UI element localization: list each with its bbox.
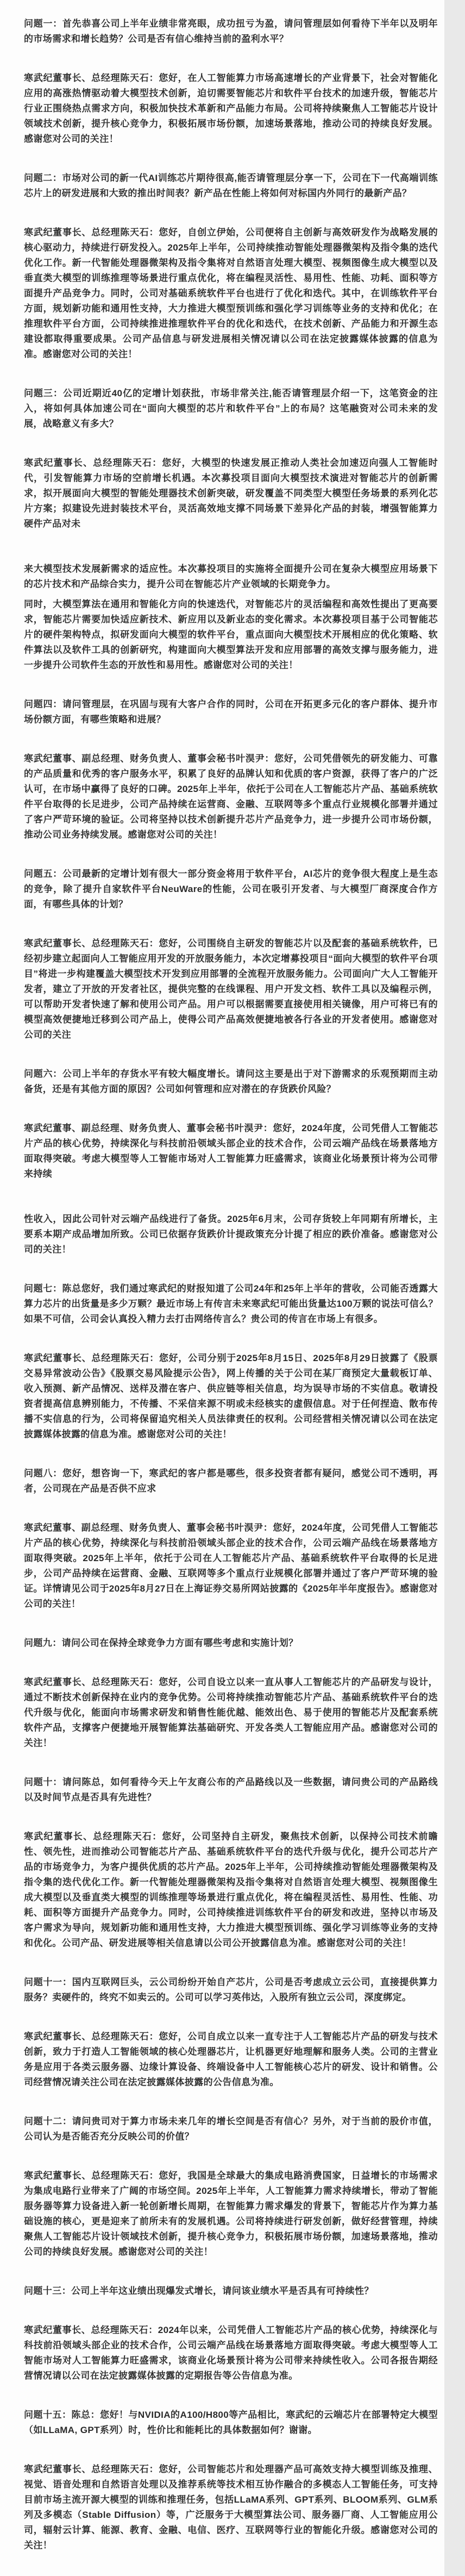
answer-text: 您好，公司智能芯片和处理器产品可高效支持大模型训练及推理、视觉、语音处理和自然语言处理以及推荐系统等技术相互协作融合的多模态人工智能任务，可支持目前市场主流开源大模型的训练和推理任务，包括LLaMA系列、GPT系列、BLOOM系列、GLM系列及多模态（Stable Diffusion）等，广泛服务于大模型算法公司、服务器厂商、人工智能应用公司，辐射云计算、能源、教育、金融、电信、医疗、互联网等行业的智能化升级。感谢您对公司的关注！	[24, 2464, 438, 2550]
answer-text: 您好，公司自成立以来一直专注于人工智能芯片产品的研发与技术创新，致力于打造人工智能领域的核心处理器芯片，让机器更好地理解和服务人类。公司的主营业务是应用于各类云服务器、边缘计算设备、终端设备中人工智能核心芯片的研发、设计和销售。公司经营情况请关注公司在法定披露媒体披露的公告信息为准。	[24, 2031, 438, 2087]
qa-question	[24, 1066, 438, 1097]
question-text: 您好，想咨询一下，寒武纪的客户都是哪些，很多投资者都有疑问，感觉公司不透明，再者，公司现在产品是否供不应求	[24, 1468, 438, 1494]
question-label: 问题十五：	[24, 2410, 72, 2420]
answer-text: 同时，大模型算法在通用和智能化方向的快速迭代，对智能芯片的灵活编程和高效性提出了更高要求，智能芯片需要加快适应新技术、新应用以及新业态的变化需求。本次募投项目基于公司智能芯片的硬件架构特点，拟研发面向大模型的软件平台，重点面向大模型技术开展相应的优化策略、软件算法以及软件工具的创新研究，构建面向大模型算法开发和应用部署的高效支撑与服务能力，进一步提升公司软件生态的开放性和易用性。感谢您对公司的关注！	[24, 599, 438, 670]
question-text: 公司最新的定增计划有很大一部分资金将用于软件平台，AI芯片的竞争很大程度上是生态的竞争，除了提升自家软件平台NeuWare的性能，公司在吸引开发者、与大模型厂商深度合作方面，有哪些具体的计划？	[24, 869, 438, 909]
qa-answer-continued	[24, 1212, 438, 1257]
question-text: 首先恭喜公司上半年业绩非常亮眼，成功扭亏为盈，请问管理层如何看待下半年以及明年的市场需求和增长趋势？公司是否有信心维持当前的盈利水平？	[24, 18, 438, 44]
qa-answer	[24, 225, 438, 362]
answer-speaker: 寒武纪董事长、总经理陈天石：	[24, 2170, 159, 2181]
question-text: 公司近期近40亿的定增计划获批，市场非常关注,能否请管理层介绍一下，这笔资金的注入，将如何具体加速公司在“面向大模型的芯片和软件平台”上的布局？这笔融资对公司未来的发展，战略意义有多大？	[24, 388, 438, 429]
answer-speaker: 寒武纪董事长、总经理陈天石：	[24, 227, 159, 238]
qa-question	[24, 697, 438, 727]
answer-text: 您好，2024年度，公司凭借人工智能芯片产品的核心优势，持续深化与科技前沿领域头部企业的技术合作，公司云端产品线在场景落地方面取得突破。考虑大模型等人工智能市场对人工智能算力旺盛需求，该商业化场景预计将为公司带来持续	[24, 1123, 438, 1179]
answer-text: 您好，2024年度，公司凭借人工智能芯片产品的核心优势，持续深化与科技前沿领域头部企业的技术合作，公司云端产品线在场景落地方面取得突破。2025年上半年，依托于公司在人工智能芯片产品、基础系统软件平台取得的长足进步，公司产品持续在运营商、金融、互联网等多个重点行业规模化部署并通过了客户严苛环境的验证。详情请见公司于2025年8月27日在上海证券交易所网站披露的《2025年半年度报告》。感谢您对公司的关注！	[24, 1523, 438, 1609]
answer-speaker: 寒武纪董事、副总经理、财务负责人、董事会秘书叶淏尹：	[24, 753, 274, 764]
question-label: 问题十二：	[24, 2116, 72, 2126]
qa-question	[24, 2284, 438, 2299]
question-label: 问题十一：	[24, 1977, 72, 1987]
qa-question	[24, 1975, 438, 2005]
qa-answer	[24, 456, 438, 532]
answer-speaker: 寒武纪董事长、总经理陈天石：	[24, 1677, 159, 1687]
answer-speaker: 寒武纪董事长、总经理陈天石：	[24, 1831, 162, 1842]
question-text: 公司上半年的存货水平有较大幅度增长。请问这主要是出于对下游需求的乐观预期而主动备货，还是有其他方面的原因？公司如何管理和应对潜在的存货跌价风险？	[24, 1069, 438, 1094]
qa-answer-continued	[24, 597, 438, 673]
qa-question	[24, 1466, 438, 1496]
answer-text: 您好，在人工智能算力市场高速增长的产业背景下，社会对智能化应用的高涨热情驱动着大模型技术创新，迫切需要智能芯片和软件平台技术的加速升级，智能芯片行业正围绕热点需求方向，积极加快技术革新和产品能力布局。公司将持续聚焦人工智能芯片设计领域技术创新，提升核心竞争力，积极拓展市场份额，加速场景落地，推动公司的持续良好发展。感谢您对公司的关注！	[24, 73, 438, 144]
answer-speaker: 寒武纪董事、副总经理、财务负责人、董事会秘书叶淏尹：	[24, 1523, 273, 1533]
answer-speaker: 寒武纪董事长、总经理陈天石：	[24, 938, 159, 949]
question-label: 问题三：	[24, 388, 63, 398]
answer-text: 您好，大模型的快速发展正推动人类社会加速迈向强人工智能时代，引发智能算力市场的空前增长机遇。本次募投项目面向大模型技术演进对智能芯片的创新需求，拟开展面向大模型的智能处理器技术创新突破，研发覆盖不同类型大模型任务场景的系列化芯片方案；拟建设先进封装技术平台，灵活高效地支撑不同场景下差异化产品的封装，增强智能算力硬件产品对未	[24, 458, 438, 529]
answer-speaker: 寒武纪董事长、总经理陈天石：	[24, 2031, 159, 2042]
qa-question	[24, 1636, 438, 1651]
question-label: 问题四：	[24, 699, 62, 709]
qa-question	[24, 1281, 438, 1327]
qa-answer	[24, 1351, 438, 1442]
answer-text: 您好，公司凭借领先的研发能力、可靠的产品质量和优秀的客户服务水平，积累了良好的品牌认知和优质的客户资源，获得了客户的广泛认可，在市场中赢得了良好的口碑。2025年上半年，依托于公司在人工智能芯片产品、基础系统软件平台取得的长足进步，公司产品持续在运营商、金融、互联网等多个重点行业规模化部署并通过了客户严苛环境的验证。公司将坚持以技术创新提升芯片产品竞争力，进一步提升公司市场份额，推动公司业务持续发展。感谢您对公司的关注！	[24, 753, 438, 840]
question-label: 问题五：	[24, 869, 62, 879]
qa-question	[24, 1775, 438, 1805]
qa-question	[24, 171, 438, 201]
qa-answer	[24, 1675, 438, 1751]
answer-speaker: 寒武纪董事长、总经理陈天石：	[24, 458, 162, 468]
question-label: 问题六：	[24, 1069, 62, 1079]
answer-text: 来大模型技术发展新需求的适应性。本次募投项目的实施将全面提升公司在复杂大模型应用场景下的芯片技术和产品综合实力，提升公司在智能芯片产业领域的长期竞争力。	[24, 564, 438, 589]
question-text: 请问公司在保持全球竞争力方面有哪些考虑和实施计划？	[61, 1638, 298, 1648]
question-text: 请问陈总，如何看待今天上午友商公布的产品路线以及一些数据，请问贵公司的产品路线以及时间节点是否具有先进性？	[24, 1777, 438, 1802]
qa-answer	[24, 936, 438, 1043]
question-label: 问题十三：	[24, 2286, 71, 2296]
answer-text: 您好，公司围绕自主研发的智能芯片以及配套的基础系统软件，已经初步建立起面向人工智能应用开发的开放服务能力，本次定增募投项目“面向大模型的软件平台项目”将进一步构建覆盖大模型技术开发到应用部署的全流程开放服务能力。公司面向广大人工智能开发者，建立了开放的开发者社区，提供完整的在线课程、用户开发文档、软件工具以及编程示例，可以帮助开发者快速了解和使用公司产品。用户可以根据需要直接使用相关镜像，用户可将已有的模型高效便捷地迁移到公司产品上，使得公司产品高效便捷地被各行各业的开发者使用。感谢您对公司的关注	[24, 938, 438, 1040]
question-text: 公司上半年这业绩出现爆发式增长，请问该业绩水平是否具有可持续性？	[71, 2286, 374, 2296]
qa-question	[24, 2407, 438, 2438]
qa-answer	[24, 751, 438, 843]
qa-answer	[24, 2029, 438, 2090]
question-text: 国内互联网巨头，云公司纷纷开始自产芯片，公司是否考虑成立云公司，直接提供算力服务？卖硬件的，终究不如卖云的。公司可以学习英伟达，入股所有独立云公司，深度绑定。	[24, 1977, 438, 2003]
qa-answer	[24, 1121, 438, 1182]
answer-speaker: 寒武纪董事、副总经理、财务负责人、董事会秘书叶淏尹：	[24, 1123, 273, 1133]
question-label: 问题七：	[24, 1283, 62, 1294]
qa-answer	[24, 2462, 438, 2553]
question-text: 请问管理层，在巩固与现有大客户合作的同时，公司在开拓更多元化的客户群体、提升市场份额方面，有哪些策略和进展？	[24, 699, 438, 725]
answer-text: 您好，公司分别于2025年8月15日、2025年8月29日披露了《股票交易异常波动公告》《股票交易风险提示公告》，网上传播的关于公司在某厂商预定大量载板订单、收入预测、新产品情况、送样及潜在客户、供应链等相关信息，均为误导市场的不实信息。敬请投资者提高信息辨别能力，不传播、不采信来源不明或未经核实的虚假信息。对于任何捏造、散布传播不实信息的行为，公司将保留追究相关人员法律责任的权利。公司经营相关情况请以公司在法定披露媒体披露的信息为准。感谢您对公司的关注！	[24, 1353, 438, 1439]
answer-speaker: 寒武纪董事长、总经理陈天石：	[24, 1353, 159, 1363]
question-label: 问题十：	[24, 1777, 62, 1787]
answer-text: 您好，公司坚持自主研发，聚焦技术创新，以保持公司技术前瞻性、领先性，进而推动公司智能芯片产品、基础系统软件平台的迭代升级与优化，提升公司芯片产品的市场竞争力，为客户提供优质的芯片产品。2025年上半年，公司持续推动智能处理器微架构及指令集的迭代优化工作。新一代智能处理器微架构及指令集将对自然语言处理大模型、视频图像生成大模型以及垂直类大模型的训练推理等场景进行重点优化，将在编程灵活性、易用性、性能、功耗、面积等方面提升产品竞争力。同时，公司持续推进训练软件平台的研发和改进，坚持以市场及客户需求为导向，规划新功能和通用性支持，大力推进大模型预训练、强化学习训练等业务的支持和优化。公司产品、研发进展等相关信息请以公司公开披露信息为准。感谢您对公司的关注！	[24, 1831, 438, 1948]
qa-question	[24, 2114, 438, 2144]
question-text: 陈总您好，我们通过寒武纪的财报知道了公司24年和25年上半年的营收，公司能否透露大算力芯片的出货量是多少万颗？最近市场上有传言未来寒武纪可能出货量达100万颗的说法可信么？如果不可信，公司会认真投入精力去打击网络传言么？贵公司的传言在市场上有很多。	[24, 1283, 438, 1324]
qa-answer	[24, 71, 438, 147]
question-label: 问题九：	[24, 1638, 62, 1648]
answer-text: 您好，自创立伊始，公司便将自主创新与高效研发作为战略发展的核心驱动力，持续进行研发投入。2025年上半年，公司持续推动智能处理器微架构及指令集的迭代优化工作。新一代智能处理器微架构及指令集将对自然语言处理大模型、视频图像生成大模型以及垂直类大模型的训练推理等场景进行重点优化，将在编程灵活性、易用性、性能、功耗、面积等方面提升产品竞争力。同时，公司对基础系统软件平台也进行了优化和迭代。其中，在训练软件平台方面，规划新功能和通用性支持，大力推进大模型预训练和强化学习训练等业务的支持和优化；在推理软件平台方面，公司持续推进推理软件平台的优化和迭代，在技术创新、产品能力和开源生态建设都取得重要成果。公司产品信息与研发进展相关情况请以公司在法定披露媒体披露的信息为准。感谢您对公司的关注！	[24, 227, 438, 359]
question-label: 问题八：	[24, 1468, 62, 1479]
qa-answer	[24, 1520, 438, 1612]
question-text: 请问贵司对于算力市场未来几年的增长空间是否有信心？另外，对于当前的股价市值，公司认为是否能否充分反映公司的价值？	[24, 2116, 438, 2142]
question-text: 陈总：您好！与NVIDIA的A100/H800等产品相比，寒武纪的云端芯片在部署特定大模型（如LLaMA, GPT系列）时，性价比和能耗比的具体数据如何？谢谢。	[24, 2410, 438, 2435]
qa-answer-continued	[24, 562, 438, 592]
qa-question	[24, 16, 438, 47]
qa-answer	[24, 2323, 438, 2384]
answer-text: 2024年以来，公司凭借人工智能芯片产品的核心优势，持续深化与科技前沿领域头部企业的技术合作，公司云端产品线在场景落地方面取得突破。考虑大模型等人工智能市场对人工智能算力旺盛需求，该商业化场景预计将为公司带来持续性收入。公司各报告期经营情况请以公司在法定披露媒体披露的定期报告等公告信息为准。	[24, 2325, 438, 2381]
answer-text: 您好，公司自设立以来一直从事人工智能芯片的产品研发与设计，通过不断技术创新保持在业内的竞争优势。公司将持续推动智能芯片产品、基础系统软件平台的迭代升级与优化，能面向市场需求研发和销售性能优越、能效出色、易于使用的智能芯片及配套系统软件产品，支撑客户便捷地开展智能算法基础研究、开发各类人工智能应用产品。感谢您对公司的关注！	[24, 1677, 438, 1748]
qa-question	[24, 386, 438, 432]
question-text: 市场对公司的新一代AI训练芯片期待很高,能否请管理层分享一下，公司在下一代高端训练芯片上的研发进展和大致的推出时间表？新产品在性能上将如何对标国内外同行的最新产品？	[24, 173, 438, 198]
answer-speaker: 寒武纪董事长、总经理陈天石：	[24, 2325, 158, 2335]
question-label: 问题一：	[24, 18, 62, 29]
answer-text: 您好，我国是全球最大的集成电路消费国家，日益增长的市场需求为集成电路行业带来了广阔的市场空间。2025年上半年，人工智能算力需求持续增长，带动了智能服务器等算力设备进入新一轮创新增长周期，在智能算力需求爆发的背景下，智能芯片作为算力基础设施的核心，更是迎来了前所未有的发展机遇。公司将持续进行研发创新，做好经营管理，持续聚焦人工智能芯片设计领域技术创新，提升核心竞争力，积极拓展市场份额，加速场景落地，推动公司的持续良好发展。感谢您对公司的关注！	[24, 2170, 438, 2257]
qa-answer	[24, 1829, 438, 1951]
answer-speaker: 寒武纪董事长、总经理陈天石：	[24, 73, 159, 83]
qa-question	[24, 866, 438, 912]
question-label: 问题二：	[24, 173, 62, 183]
answer-speaker: 寒武纪董事长、总经理陈天石：	[24, 2464, 159, 2474]
qa-answer	[24, 2168, 438, 2260]
answer-text: 性收入，因此公司针对云端产品线进行了备货。2025年6月末，公司存货较上年同期有所增长，主要系本期产成品增加所致。公司已依据存货跌价计提政策充分计提了相应的跌价准备。感谢您对公司的关注！	[24, 1214, 438, 1255]
